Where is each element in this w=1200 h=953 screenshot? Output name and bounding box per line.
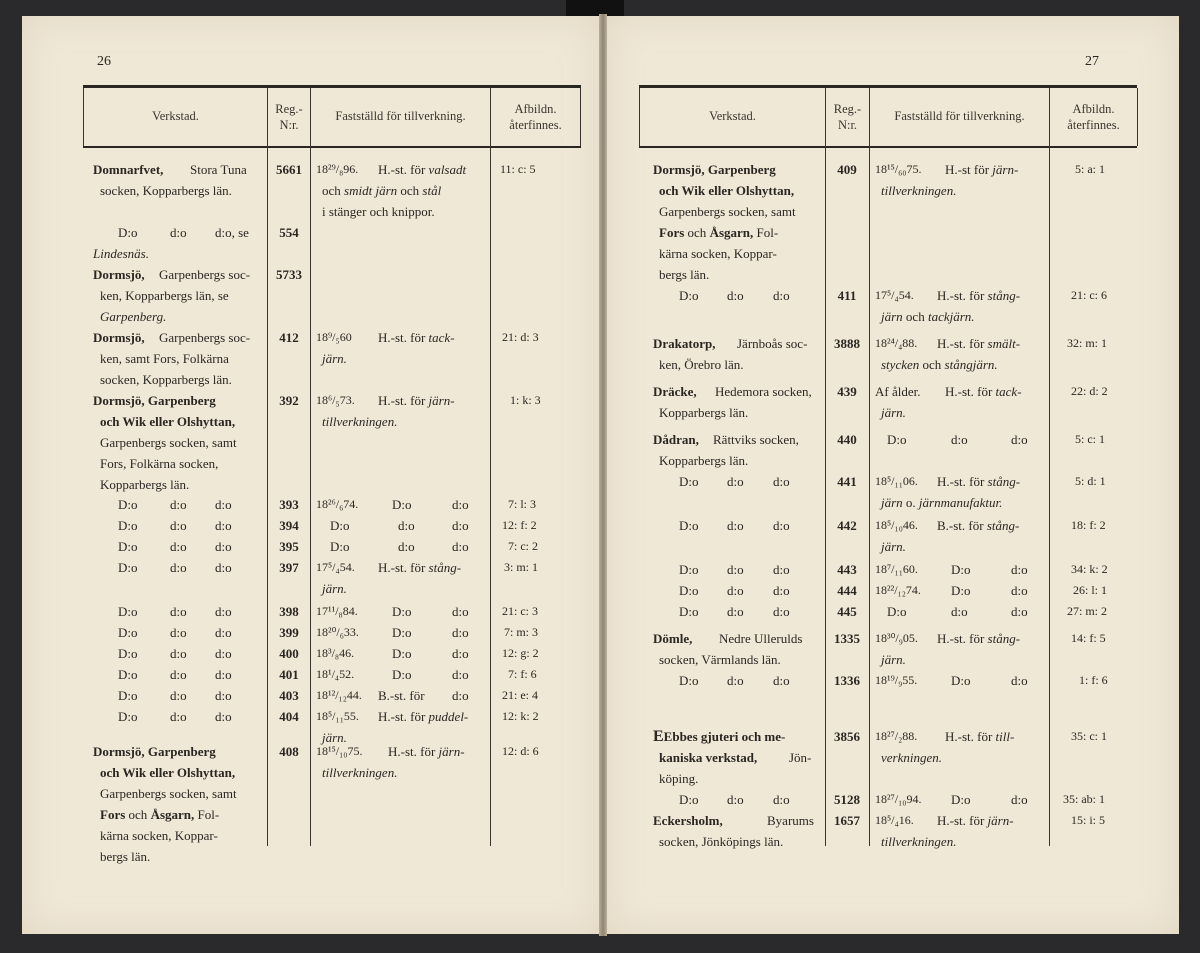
col-header-afbildn: Afbildn. återfinnes. <box>1067 102 1120 132</box>
col-header-verkstad: Verkstad. <box>152 109 199 123</box>
table-top-rule <box>639 85 1137 88</box>
left-page: 26 Verkstad. Reg.- N:r. Fastställd för tillverkning. Afbildn. återfinnes. Domnarfvet, Stora Tuna socken, Kopparbergs län. 5661 18²⁹/₈96. H.-st. för valsadt och smidt järn och stål i stänger och knippor. 11: c: 5 D:o d:o d:o, se Lindesnäs. 554 Dormsjö, Garpenbergs soc- ken, Kopparbergs län, se Garpenberg. 5733 Dormsjö, Garpenbergs soc- ken, samt Fors, Folkärna socken, Kopparbergs län. 412 18⁹/₅60 H.-st. för tack- järn. 21: d: 3 Dormsjö, Garpenberg och Wik eller Olshyttan, Garpenbergs socken, samt Fors, Folkärna socken, Kopparbergs län. 392 18⁶/₅73. H.-st. för järn- tillverkningen. 1: k: 3 D:o d:o d:o 393 18²⁶/₆74. D:o d:o 7: l: 3 D:o d:o d:o 394 D:o d:o d:o 12: f: 2 D:o d:o d:o 395 D:o d:o d:o 7: c: 2 D:o d:o d:o 397 17⁵/₄54. H.-st. för stång- järn. 3: m: 1 D:o d:o d:o 398 17¹¹/₈84. D:o d:o 21: c: 3 D:o d:o d:o 399 18²⁰/₆33. D:o d:o 7: m: 3 D:o d:o d:o 400 18³/₈46. D:o d:o 12: g: 2 D:o d:o d:o 401 18¹/₄52. D:o d:o 7: f: 6 D:o d:o d:o 403 18¹²/₁₂44. B.-st. för d:o 21: e: 4 D:o d:o d:o 404 18⁵/₁₁55. H.-st. för puddel- järn. 12: k: 2 Dormsjö, Garpenberg och Wik eller Olshyttan, Garpenbergs socken, samt Fors och Åsgarn, Fol- kärna socken, Koppar- bergs län. 408 18¹⁵/₁₀75. H.-st. för järn- tillverkningen. 12: d: 6 <box>22 16 599 934</box>
col-header-faststalld: Fastställd för tillverkning. <box>894 109 1025 123</box>
table-top-rule <box>83 85 581 88</box>
header-rule <box>639 146 1137 148</box>
entry-name: Domnarfvet, <box>93 162 164 177</box>
ref: 11: c: 5 <box>500 162 536 176</box>
header-rule <box>83 146 581 148</box>
page-number: 27 <box>1085 54 1099 69</box>
col-header-faststalld: Fastställd för tillverkning. <box>335 109 466 123</box>
col-header-reg: Reg.- N:r. <box>275 102 303 132</box>
col-header-reg: Reg.- N:r. <box>833 102 862 132</box>
right-page: 27 Verkstad. Reg.- N:r. Fastställd för tillverkning. Afbildn. återfinnes. Dormsjö, Garpenberg och Wik eller Olshyttan, Garpenbergs socken, samt Fors och Åsgarn, Fol- kärna socken, Koppar- bergs län. 409 18¹⁵/₆₀75. H.-st för järn- tillverkningen. 5: a: 1 D:o d:o d:o 411 17⁵/₄54. H.-st. för stång- järn och tackjärn. 21: c: 6 Drakatorp, Järnboås soc- ken, Örebro län. 3888 18²⁴/₄88. H.-st. för smält- stycken och stångjärn. 32: m: 1 Dräcke, Hedemora socken, Kopparbergs län. 439 Af ålder. H.-st. för tack- järn. 22: d: 2 Dådran, Rättviks socken, Kopparbergs län. 440 D:o d:o d:o 5: c: 1 D:o d:o d:o 441 18⁵/₁₁06. H.-st. för stång- järn o. järnmanufaktur. 5: d: 1 D:o d:o d:o 442 18⁵/₁₀46. B.-st. för stång- järn. 18: f: 2 D:o d:o d:o 443 18⁷/₁₁60. D:o d:o 34: k: 2 D:o d:o d:o 444 18²²/₁₂74. D:o d:o 26: l: 1 D:o d:o d:o 445 D:o d:o d:o 27: m: 2 Dömle, Nedre Ullerulds socken, Värmlands län. 1335 18³⁰/₉05. H.-st. för stång- järn. 14: f: 5 D:o d:o d:o 1336 18¹⁹/₉55. D:o d:o 1: f: 6 EEbbes gjuteri och me- kaniska verkstad, Jön- köping. 3856 18²⁷/₂88. H.-st. för till- verkningen. 35: c: 1 D:o d:o d:o 5128 18²⁷/₁₀94. D:o d:o 35: ab: 1 Eckersholm, Byarums socken, Jönköpings län. 1657 18⁵/₄16. H.-st. för järn- tillverkningen. 15: i: 5 <box>607 16 1179 934</box>
reg-number: 5661 <box>276 162 302 177</box>
col-header-afbildn: Afbildn. återfinnes. <box>509 102 562 132</box>
col-header-verkstad: Verkstad. <box>709 109 756 123</box>
book-gutter <box>599 14 607 936</box>
page-number: 26 <box>97 54 111 69</box>
